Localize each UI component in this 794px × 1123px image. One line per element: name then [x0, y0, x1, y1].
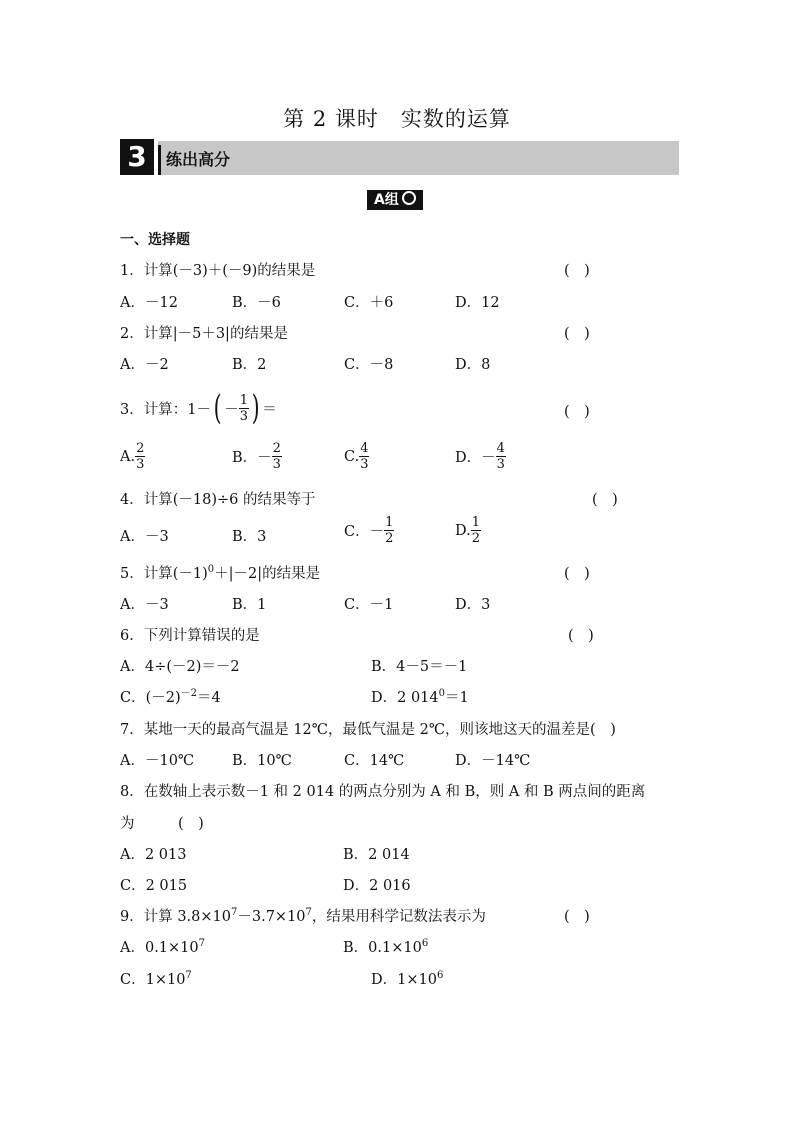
option-c	[344, 515, 394, 546]
option-c: C．－1	[344, 597, 394, 613]
option-part: ＝1	[445, 690, 469, 706]
option-part: A．0.1×10	[120, 940, 199, 956]
option-label: C.	[344, 448, 360, 465]
left-paren: (	[213, 388, 222, 428]
denominator: 2	[471, 531, 480, 546]
page-title: 第 2 课时 实数的运算	[283, 107, 511, 131]
question-3-stem	[120, 390, 277, 426]
group-label-text: A组	[374, 192, 399, 208]
option-d	[455, 515, 481, 546]
option-d: D．2 016	[343, 878, 411, 894]
stem-part: －3.7×10	[237, 909, 306, 925]
denominator: 3	[272, 457, 281, 472]
option-label: C．	[344, 524, 370, 540]
fraction	[471, 515, 481, 546]
option-d: D．12	[455, 295, 500, 311]
option-part: D．2 014	[371, 690, 439, 706]
option-c	[120, 968, 192, 989]
option-c	[344, 441, 369, 472]
option-b: B．1	[232, 597, 267, 613]
option-sign: －	[369, 524, 385, 540]
option-d: D．－14℃	[455, 753, 531, 769]
fraction	[359, 441, 369, 472]
exponent: 7	[185, 970, 192, 981]
option-b	[232, 441, 282, 472]
option-c: C．2 015	[120, 878, 188, 894]
answer-paren: ( )	[564, 909, 590, 925]
denominator: 3	[496, 457, 505, 472]
option-d	[371, 968, 443, 989]
stem-part: ，结果用科学记数法表示为	[311, 909, 486, 925]
option-d	[371, 686, 469, 707]
section-banner	[120, 141, 679, 175]
numerator: 2	[136, 441, 145, 456]
numerator: 4	[496, 441, 505, 456]
option-c: C．14℃	[344, 753, 405, 769]
fraction	[384, 515, 394, 546]
banner-label: 练出高分	[166, 150, 231, 169]
option-a	[120, 936, 205, 957]
fraction	[496, 441, 506, 472]
option-a: A．－3	[120, 597, 169, 613]
numerator: 1	[385, 515, 394, 530]
option-a: A．4÷(－2)＝－2	[120, 659, 240, 675]
option-a	[120, 441, 145, 472]
numerator: 1	[239, 392, 248, 408]
option-b: B．4－5＝－1	[371, 659, 468, 675]
option-d: D．8	[455, 357, 491, 373]
option-part: ＝4	[197, 690, 221, 706]
option-part: D．1×10	[371, 972, 437, 988]
question-6-stem: 6．下列计算错误的是	[120, 628, 260, 644]
numerator: 4	[360, 441, 369, 456]
exponent: 0	[207, 564, 215, 575]
exponent: 7	[231, 907, 238, 918]
answer-paren: ( )	[564, 404, 590, 420]
question-9-stem	[120, 905, 486, 926]
option-part: C．1×10	[120, 972, 186, 988]
option-a: A．2 013	[120, 847, 187, 863]
option-a: A．－10℃	[120, 753, 195, 769]
denominator: 3	[136, 457, 145, 472]
question-2-stem: 2．计算|－5＋3|的结果是	[120, 326, 288, 342]
stem-suffix: ＝	[262, 401, 277, 418]
option-c	[120, 686, 221, 707]
option-a: A．－3	[120, 529, 169, 545]
denominator: 2	[385, 531, 394, 546]
question-8-stem: 8．在数轴上表示数－1 和 2 014 的两点分别为 A 和 B，则 A 和 B 两点间的距离	[120, 784, 646, 800]
exponent: 7	[305, 907, 312, 918]
badge-stripe	[158, 145, 161, 175]
option-d: D．3	[455, 597, 491, 613]
question-7-stem: 7．某地一天的最高气温是 12℃，最低气温是 2℃，则该地这天的温差是( )	[120, 722, 616, 738]
section-number-badge: 3	[120, 139, 154, 175]
exponent: 6	[421, 938, 429, 949]
group-label	[367, 190, 423, 210]
answer-paren: ( )	[568, 628, 594, 644]
clock-icon	[402, 191, 416, 205]
numerator: 1	[471, 515, 480, 530]
denominator: 3	[360, 457, 369, 472]
answer-paren: ( )	[564, 566, 590, 582]
fraction	[272, 441, 282, 472]
exponent: 0	[438, 688, 446, 699]
answer-paren: ( )	[564, 326, 590, 342]
stem-part: 5．计算(－1)	[120, 566, 208, 582]
answer-paren: ( )	[592, 492, 618, 508]
exponent: －2	[180, 688, 198, 699]
option-b: B．3	[232, 529, 267, 545]
option-c: C．＋6	[344, 295, 394, 311]
fraction	[135, 441, 145, 472]
option-label: B．	[232, 450, 258, 466]
denominator: 3	[239, 408, 248, 424]
option-label: A.	[120, 448, 136, 465]
option-a: A．－2	[120, 357, 169, 373]
option-b: B．2	[232, 357, 267, 373]
option-sign: －	[481, 450, 496, 466]
option-b	[343, 936, 428, 957]
stem-part: 9．计算 3.8×10	[120, 909, 231, 925]
question-1-stem: 1．计算(－3)＋(－9)的结果是	[120, 263, 316, 279]
option-d	[455, 441, 506, 472]
option-b: B．10℃	[232, 753, 292, 769]
exponent: 7	[198, 938, 206, 949]
option-sign: －	[257, 450, 272, 466]
question-4-stem: 4．计算(－18)÷6 的结果等于	[120, 492, 316, 508]
stem-part: ＋|－2|的结果是	[214, 566, 321, 582]
frac-sign: －	[224, 401, 239, 418]
fraction	[239, 393, 249, 424]
option-a: A．－12	[120, 295, 178, 311]
question-5-stem	[120, 562, 320, 583]
numerator: 2	[272, 441, 281, 456]
stem-prefix: 3．计算：1－	[120, 401, 211, 418]
option-part: B．0.1×10	[343, 940, 422, 956]
option-b: B．－6	[232, 295, 281, 311]
option-b: B．2 014	[343, 847, 410, 863]
option-c: C．－8	[344, 357, 394, 373]
option-label: D．	[455, 450, 482, 466]
section-heading: 一、选择题	[120, 232, 190, 248]
right-paren: )	[251, 388, 260, 428]
answer-paren: ( )	[564, 263, 590, 279]
question-8-stem-line2: 为 ( )	[120, 816, 204, 832]
option-label: D.	[455, 522, 471, 539]
exponent: 6	[436, 970, 444, 981]
option-part: C．(－2)	[120, 690, 181, 706]
